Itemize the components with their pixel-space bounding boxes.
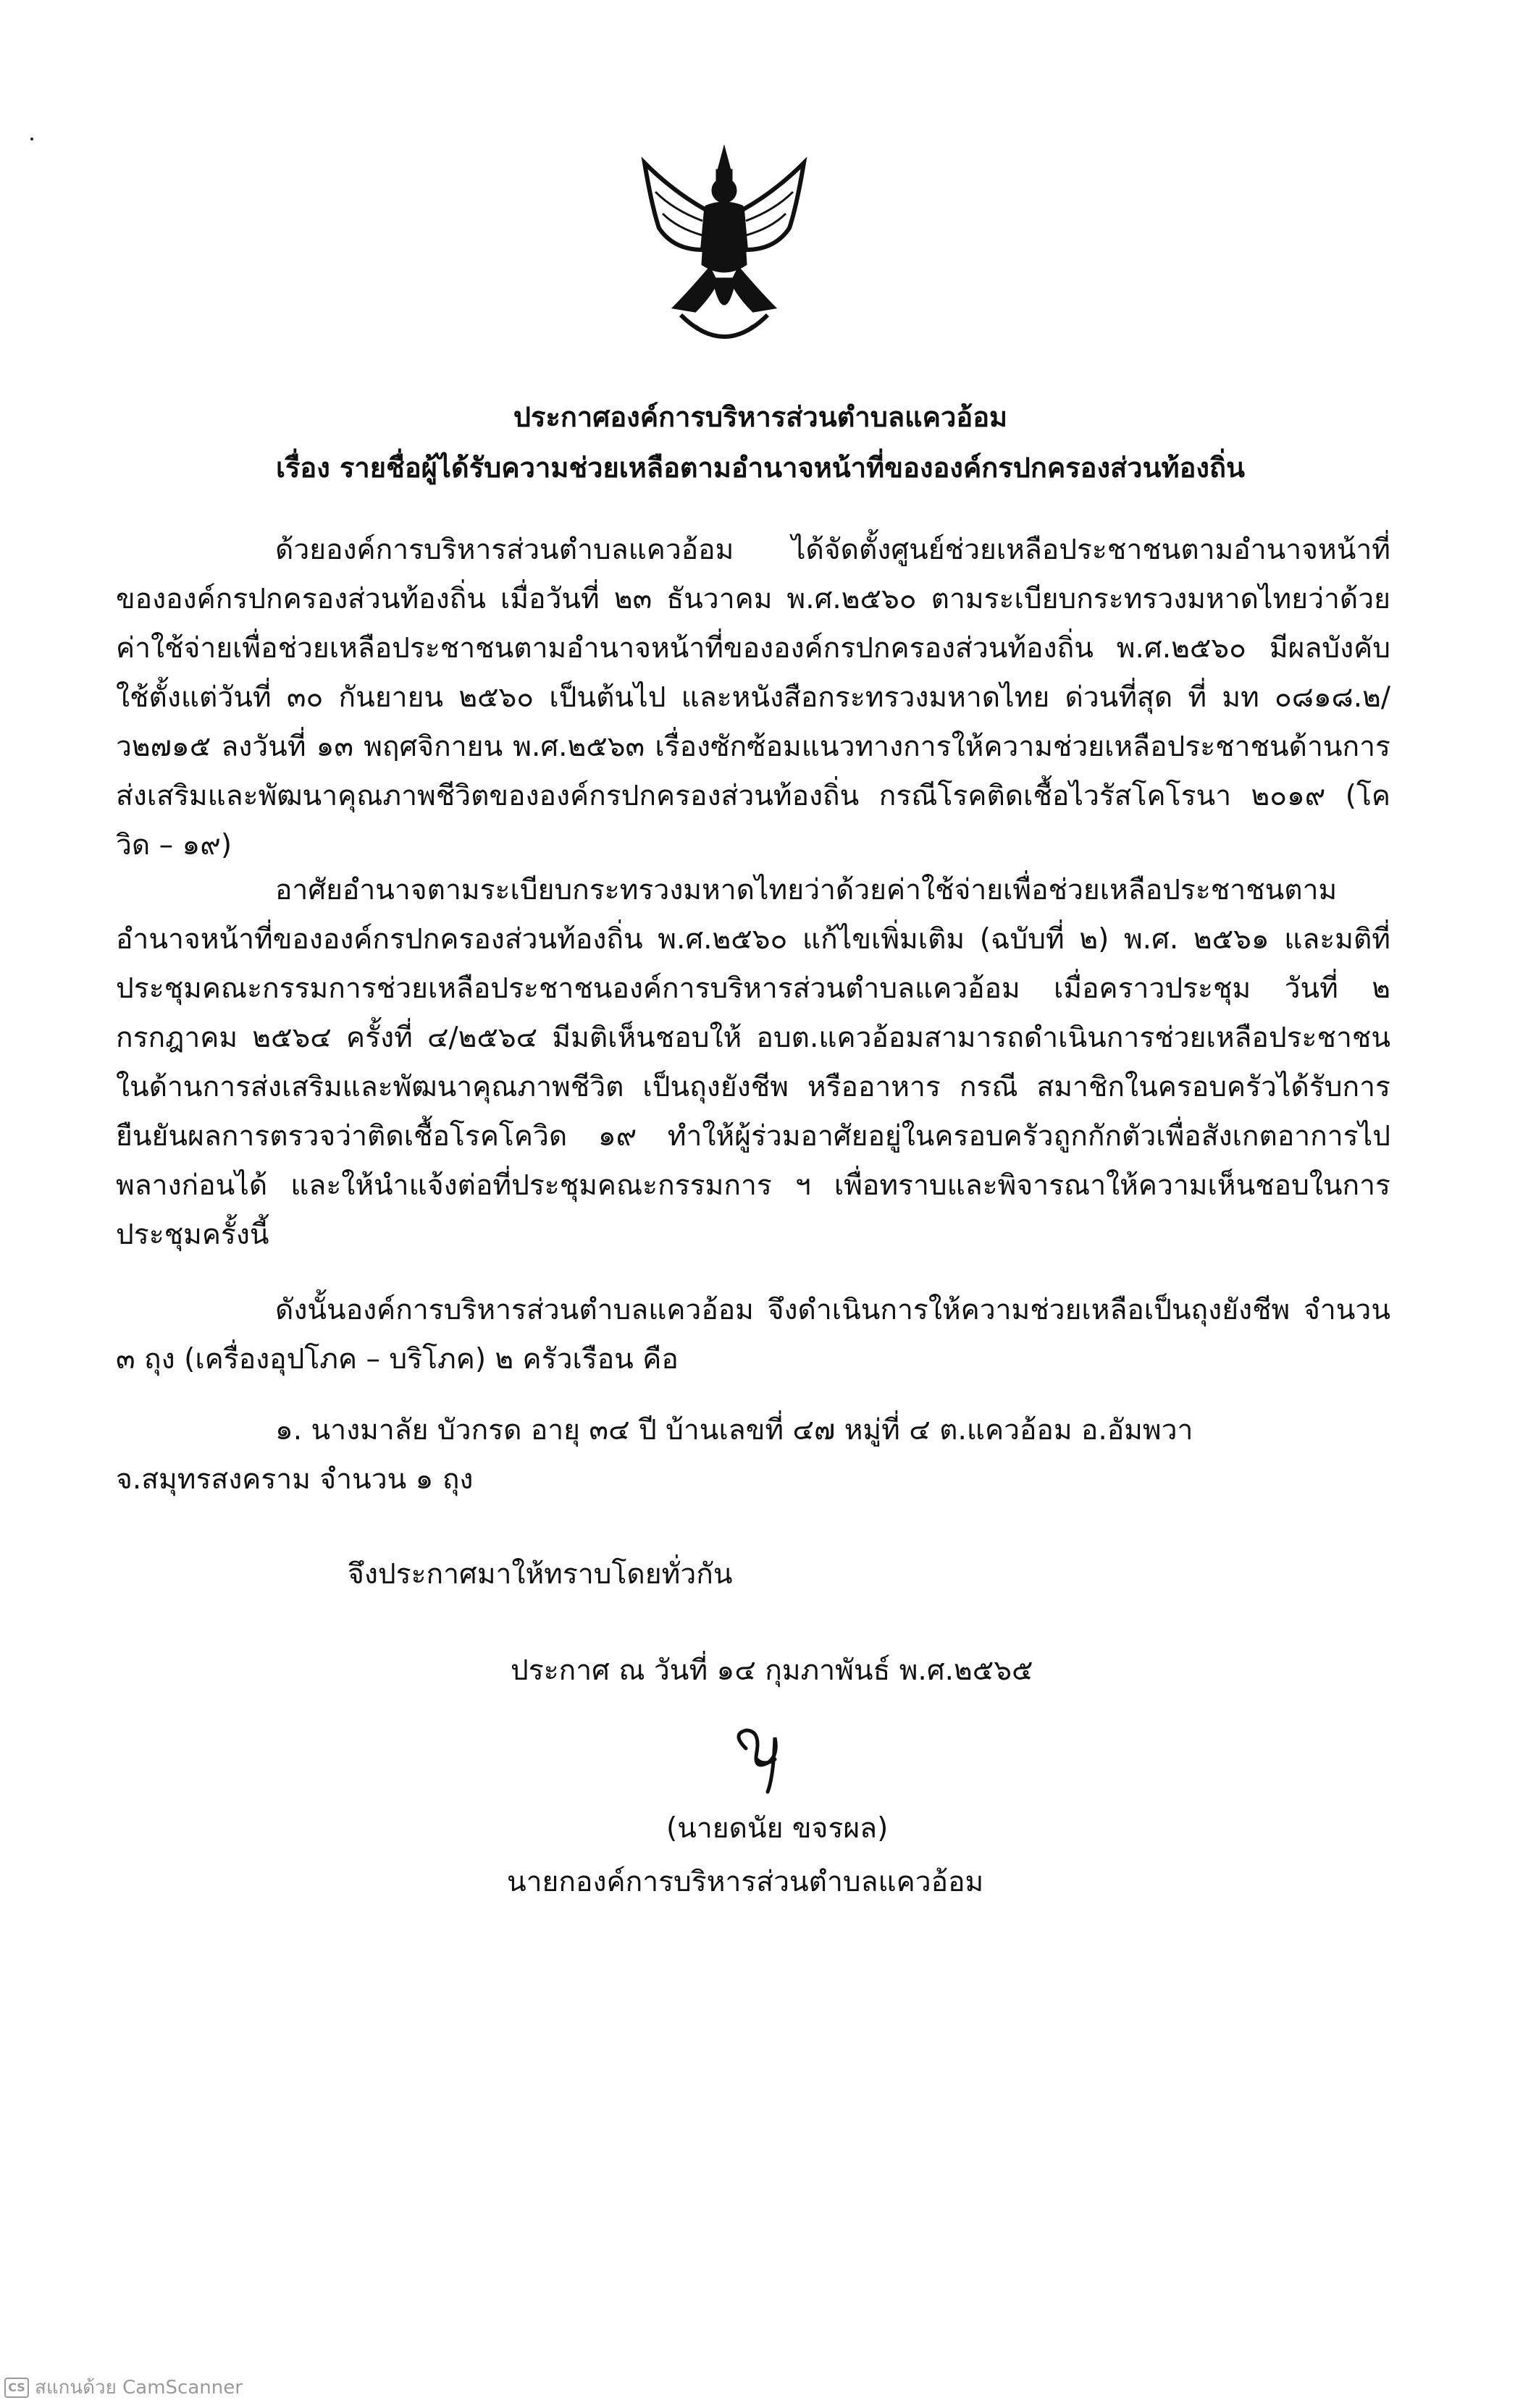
paragraph-assistance: ดังนั้นองค์การบริหารส่วนตำบลแควอ้อม จึงดำเนินการให้ความช่วยเหลือเป็นถุงยังชีพ จำนวน ๓ ถุง (เครื่องอุปโภค – บริโภค) ๒ ครัวเรือน คือ [116,1294,1400,1376]
recipient-item-line2: จ.สมุทรสงคราม จำนวน ๑ ถุง [116,1463,474,1496]
signer-position: นายกองค์การบริหารส่วนตำบลแควอ้อม [507,1866,984,1898]
paragraph-background: ด้วยองค์การบริหารส่วนตำบลแควอ้อม ได้จัดตั้งศูนย์ช่วยเหลือประชาชนตามอำนาจหน้าที่ขององค์กรปกครองส่วนท้องถิ่น เมื่อวันที่ ๒๓ ธันวาคม พ.ศ.๒๕๖๐ ตามระเบียบกระทรวงมหาดไทยว่าด้วยค่าใช้จ่ายเพื่อช่วยเหลือประชาชนตามอำนาจหน้าที่ขององค์กรปกครองส่วนท้องถิ่น พ.ศ.๒๕๖๐ มีผลบังคับใช้ตั้งแต่วันที่ ๓๐ กันยายน ๒๕๖๐ เป็นต้นไป และหนังสือกระทรวงมหาดไทย ด่วนที่สุด ที่ มท ๐๘๑๘.๒/ว๒๗๑๕ ลงวันที่ ๑๓ พฤศจิกายน พ.ศ.๒๕๖๓ เรื่องซักซ้อมแนวทางการให้ความช่วยเหลือประชาชนด้านการส่งเสริมและพัฒนาคุณภาพชีวิตขององค์กรปกครองส่วนท้องถิ่น กรณีโรคติดเชื้อไวรัสโคโรนา ๒๐๑๙ (โควิด – ๑๙) [116,534,1390,862]
camscanner-logo-icon: CS [4,2378,29,2398]
scanner-footer [4,2375,243,2400]
paragraph-authority: อาศัยอำนาจตามระเบียบกระทรวงมหาดไทยว่าด้วยค่าใช้จ่ายเพื่อช่วยเหลือประชาชนตามอำนาจหน้าที่ขององค์กรปกครองส่วนท้องถิ่น พ.ศ.๒๕๖๐ แก้ไขเพิ่มเติม (ฉบับที่ ๒) พ.ศ. ๒๕๖๑ และมติที่ประชุมคณะกรรมการช่วยเหลือประชาชนองค์การบริหารส่วนตำบลแควอ้อม เมื่อคราวประชุม วันที่ ๒ กรกฎาคม ๒๕๖๔ ครั้งที่ ๔/๒๕๖๔ มีมติเห็นชอบให้ อบต.แควอ้อมสามารถดำเนินการช่วยเหลือประชาชนในด้านการส่งเสริมและพัฒนาคุณภาพชีวิต เป็นถุงยังชีพ หรืออาหาร กรณี สมาชิกในครอบครัวได้รับการยืนยันผลการตรวจว่าติดเชื้อโรคโควิด ๑๙ ทำให้ผู้ร่วมอาศัยอยู่ในครอบครัวถูกกักตัวเพื่อสังเกตอาการไปพลางก่อนได้ และให้นำแจ้งต่อที่ประชุมคณะกรรมการ ฯ เพื่อทราบและพิจารณาให้ความเห็นชอบในการประชุมครั้งนี้ [116,874,1400,1251]
announcement-title: ประกาศองค์การบริหารส่วนตำบลแควอ้อม [513,401,1008,433]
announcement-date: ประกาศ ณ วันที่ ๑๔ กุมภาพันธ์ พ.ศ.๒๕๖๕ [511,1654,1033,1687]
recipient-item-line1: ๑. นางมาลัย บัวกรด อายุ ๓๔ ปี บ้านเลขที่ ๔๗ หมู่ที่ ๔ ต.แควอ้อม อ.อัมพวา [275,1414,1193,1447]
announcement-subject: เรื่อง รายชื่อผู้ได้รับความช่วยเหลือตามอำนาจหน้าที่ขององค์กรปกครองส่วนท้องถิ่น [276,452,1245,484]
signer-name: (นายดนัย ขจรผล) [666,1812,889,1845]
signature-mark [724,1719,804,1799]
scanner-watermark-text: สแกนด้วย CamScanner [35,2377,243,2399]
garuda-emblem-icon [630,141,818,358]
closing-statement: จึงประกาศมาให้ทราบโดยทั่วกัน [348,1558,733,1591]
scan-speck [30,138,33,140]
